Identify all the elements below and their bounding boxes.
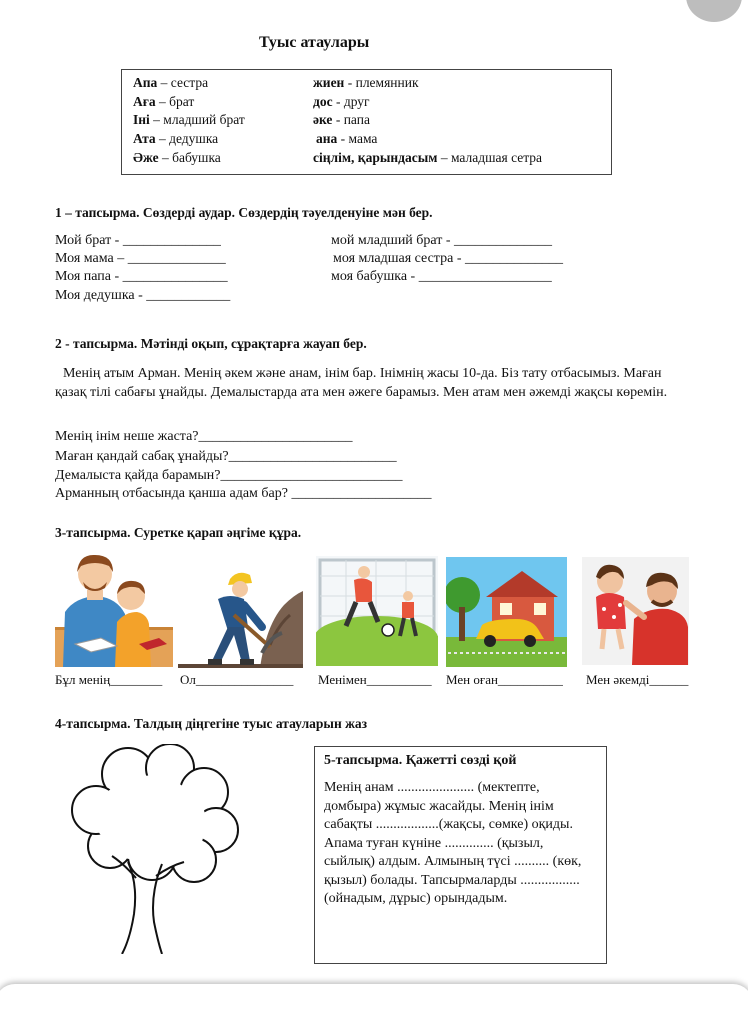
task2-question[interactable]: Маған қандай сабақ ұнайды?________________________	[55, 449, 397, 464]
corner-overlay	[686, 0, 742, 22]
vocab-item: дос - друг	[313, 94, 370, 109]
task5-box	[314, 746, 607, 964]
task1-left-line[interactable]: Моя папа - _______________	[55, 269, 228, 284]
father-child-image	[582, 557, 689, 665]
task4-heading: 4-тапсырма. Талдың діңгегіне туыс атауларын жаз	[55, 716, 368, 731]
task2-question[interactable]: Арманның отбасында қанша адам бар? ____________________	[55, 486, 432, 501]
vocab-item: сіңлім, қарындасым – маладшая сетра	[313, 150, 543, 165]
vocab-item: Апа – сестра	[133, 75, 209, 90]
father-son-studying-image	[55, 552, 173, 667]
task5-text: Менің анам ...................... (мектепте, домбыра) жұмыс жасайды. Менің інім сабақты ..................(жақсы, сөмке) оқиды. Апама туған күніне .............. (қызыл, сыйлық) алдым. Алмының түсі .......... (көк, қызыл) болады. Тапсырмаларды ................. (ойнадым, дұрыс) орындадым.	[324, 780, 582, 906]
worker-pickaxe-image	[178, 565, 303, 668]
page-title: Туыс атаулары	[259, 34, 370, 51]
task1-right-line[interactable]: моя бабушка - ___________________	[331, 269, 552, 284]
task3-heading: 3-тапсырма. Суретке қарап әңгіме құра.	[55, 525, 302, 540]
task2-question[interactable]: Демалыста қайда барамын?__________________________	[55, 468, 403, 483]
vocab-item: Іні – младший брат	[133, 112, 245, 127]
vocab-item: әке - папа	[313, 112, 370, 127]
football-image	[316, 556, 438, 666]
image-caption: Ол_______________	[180, 672, 294, 687]
task2-text: Менің атым Арман. Менің әкем және анам, інім бар. Інімнің жасы 10-да. Біз тату отбасымыз. Маған қазақ тілі сабағы ұнайды. Демалыстарда ата мен әжеге барамыз. Мен атам мен әжемді жақсы көремін.	[55, 366, 668, 400]
vocab-item: Әже – бабушка	[133, 150, 221, 165]
vocab-item: ана - мама	[316, 131, 378, 146]
task1-right-line[interactable]: мой младший брат - ______________	[331, 233, 553, 248]
vocab-item: Ата – дедушка	[133, 131, 219, 146]
image-caption: Мен оған__________	[446, 672, 563, 687]
task1-left-line[interactable]: Моя дедушка - ____________	[55, 288, 231, 303]
task1-right-line[interactable]: моя младшая сестра - ______________	[333, 251, 563, 266]
bottom-sheet-edge	[0, 984, 748, 1024]
task1-heading: 1 – тапсырма. Сөздерді аудар. Сөздердің тәуелденуіне мән бер.	[55, 205, 433, 220]
task2-heading: 2 - тапсырма. Мәтінді оқып, сұрақтарға жауап бер.	[55, 336, 367, 351]
image-caption: Мен әкемді______	[586, 672, 689, 687]
vocab-item: жиен - племянник	[313, 75, 419, 90]
vocabulary-box	[121, 69, 612, 175]
image-caption: Менімен__________	[318, 672, 432, 687]
task2-question[interactable]: Менің інім неше жаста?______________________	[55, 429, 353, 444]
tree-drawing	[66, 744, 246, 954]
house-car-image	[446, 557, 567, 667]
task5-heading: 5-тапсырма. Қажетті сөзді қой	[324, 753, 517, 768]
task1-left-line[interactable]: Моя мама – ______________	[55, 251, 226, 266]
vocab-item: Аға – брат	[133, 94, 195, 109]
image-caption: Бұл менің________	[55, 672, 163, 687]
task1-left-line[interactable]: Мой брат - ______________	[55, 233, 221, 248]
